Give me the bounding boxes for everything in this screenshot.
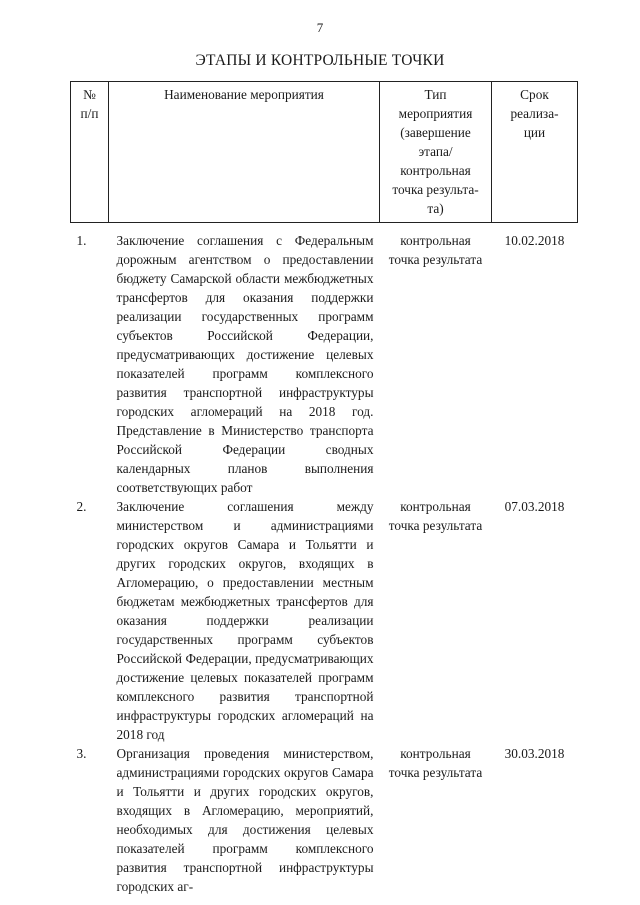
row-type: контрольная точка результата	[388, 499, 483, 533]
stages-table	[70, 81, 578, 896]
row-name: Заключение соглашения с Федеральным дорожным агентством о предоставлении бюджету Самарской области межбюджетных трансфертов для оказания поддержки реализации государственных программ субъектов Российской Федерации, предусматривающих достижение целевых показателей программ комплексного развития транспортной инфраструктуры городских агломераций на 2018 год. Представление в Министерство транспорта Российской Федерации сводных календарных планов выполнения соответствующих работ	[116, 233, 374, 495]
row-deadline: 30.03.2018	[504, 746, 565, 761]
row-name: Организация проведения министерством, администрациями городских округов Самара и Тольятти и других городских округов, входящих в Агломерацию, мероприятий, необходимых для достижения целевых показателей программ комплексного развития транспортной инфраструктуры городских аг-	[116, 746, 374, 894]
header-deadline: Срок реализа- ции	[492, 82, 578, 223]
row-type: контрольная точка результата	[388, 746, 483, 780]
table-row	[71, 223, 578, 498]
row-deadline: 07.03.2018	[504, 499, 565, 514]
row-deadline: 10.02.2018	[504, 233, 565, 248]
row-number: 1.	[76, 233, 87, 248]
row-name: Заключение соглашения между министерством и администрациями городских округов Самара и Тольятти и других городских округов, входящих в Агломерацию, о предоставлении местным бюджетам межбюджетных трансфертов для оказания поддержки реализации государственных программ субъектов Российской Федерации, предусматривающих достижение целевых показателей программ комплексного развития транспортной инфраструктуры городских агломераций на 2018 год	[116, 499, 374, 742]
row-number: 2.	[76, 499, 87, 514]
row-type: контрольная точка результата	[388, 233, 483, 267]
table-row	[71, 497, 578, 744]
row-number: 3.	[76, 746, 87, 761]
header-type: Тип мероприятия (завершение этапа/ контрольная точка результа- та)	[380, 82, 492, 223]
page-number: 7	[316, 20, 324, 35]
table-row	[71, 744, 578, 896]
table-header-row	[71, 82, 578, 223]
header-number: № п/п	[71, 82, 109, 223]
header-name: Наименование мероприятия	[109, 82, 380, 223]
document-title: ЭТАПЫ И КОНТРОЛЬНЫЕ ТОЧКИ	[195, 52, 445, 69]
